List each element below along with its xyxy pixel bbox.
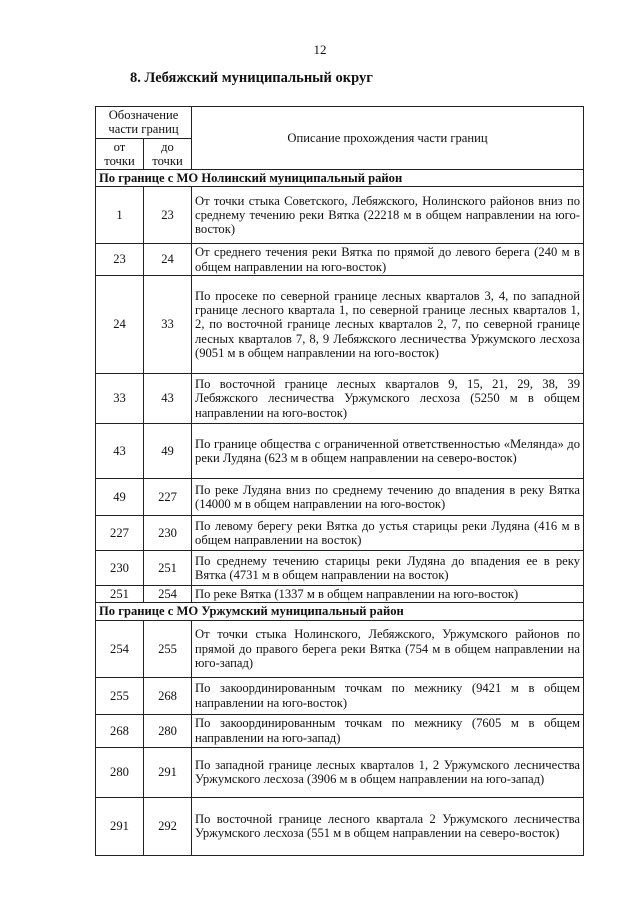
from-point-cell: 227 bbox=[96, 516, 144, 551]
description-cell: По закоординированным точкам по межнику (9421 м в общем направлении на юго-восток) bbox=[192, 677, 584, 714]
to-point-cell: 254 bbox=[144, 586, 192, 603]
to-point-cell: 23 bbox=[144, 187, 192, 244]
to-point-cell: 292 bbox=[144, 797, 192, 855]
to-point-cell: 230 bbox=[144, 516, 192, 551]
to-point-cell: 49 bbox=[144, 424, 192, 479]
description-cell: По восточной границе лесных кварталов 9, 15, 21, 29, 38, 39 Лебяжского лесничества Уржумского лесхоза (5250 м в общем направлении на юго-восток) bbox=[192, 374, 584, 424]
table-row bbox=[96, 516, 584, 551]
table-row bbox=[96, 677, 584, 714]
section-row bbox=[96, 169, 584, 186]
description-cell: По реке Лудяна вниз по среднему течению до впадения в реку Вятка (14000 м в общем направлении на юго-восток) bbox=[192, 479, 584, 516]
table-row bbox=[96, 797, 584, 855]
from-point-cell: 268 bbox=[96, 714, 144, 747]
boundary-table bbox=[95, 106, 584, 856]
description-cell: По границе общества с ограниченной ответственностью «Меляндa» до реки Лудяна (623 м в общем направлении на северо-восток) bbox=[192, 424, 584, 479]
from-point-cell: 251 bbox=[96, 586, 144, 603]
description-cell: От среднего течения реки Вятка по прямой до левого берега (240 м в общем направлении на юго-восток) bbox=[192, 244, 584, 276]
from-point-cell: 1 bbox=[96, 187, 144, 244]
description-cell: По восточной границе лесного квартала 2 Уржумского лесничества Уржумского лесхоза (551 м в общем направлении на северо-восток) bbox=[192, 797, 584, 855]
table-row bbox=[96, 747, 584, 797]
table-row bbox=[96, 714, 584, 747]
section-title-cell: По границе с МО Уржумский муниципальный район bbox=[96, 603, 584, 620]
table-row bbox=[96, 276, 584, 374]
section-title-cell: По границе с МО Нолинский муниципальный район bbox=[96, 169, 584, 186]
from-point-cell: 291 bbox=[96, 797, 144, 855]
table-row bbox=[96, 424, 584, 479]
from-point-cell: 280 bbox=[96, 747, 144, 797]
to-point-cell: 255 bbox=[144, 620, 192, 677]
table-row bbox=[96, 620, 584, 677]
description-cell: От точки стыка Нолинского, Лебяжского, Уржумского районов по прямой до правого берега реки Вятка (754 м в общем направлении на юго-запад) bbox=[192, 620, 584, 677]
table-row bbox=[96, 479, 584, 516]
description-cell: По левому берегу реки Вятка до устья старицы реки Лудяна (416 м в общем направлении на восток) bbox=[192, 516, 584, 551]
table-row bbox=[96, 374, 584, 424]
to-point-cell: 43 bbox=[144, 374, 192, 424]
from-point-cell: 255 bbox=[96, 677, 144, 714]
table-body bbox=[96, 169, 584, 855]
from-point-cell: 43 bbox=[96, 424, 144, 479]
header-to-point: до точки bbox=[144, 138, 192, 169]
description-cell: По закоординированным точкам по межнику (7605 м в общем направлении на юго-запад) bbox=[192, 714, 584, 747]
from-point-cell: 23 bbox=[96, 244, 144, 276]
from-point-cell: 254 bbox=[96, 620, 144, 677]
description-cell: По реке Вятка (1337 м в общем направлении на юго-восток) bbox=[192, 586, 584, 603]
table-row bbox=[96, 244, 584, 276]
section-title: 8. Лебяжский муниципальный округ bbox=[130, 70, 373, 86]
description-cell: От точки стыка Советского, Лебяжского, Нолинского районов вниз по среднему течению реки Вятка (22218 м в общем направлении на юго-восток) bbox=[192, 187, 584, 244]
from-point-cell: 24 bbox=[96, 276, 144, 374]
table-row bbox=[96, 586, 584, 603]
table-row bbox=[96, 551, 584, 586]
to-point-cell: 33 bbox=[144, 276, 192, 374]
header-description: Описание прохождения части границ bbox=[192, 107, 584, 170]
to-point-cell: 251 bbox=[144, 551, 192, 586]
from-point-cell: 230 bbox=[96, 551, 144, 586]
from-point-cell: 49 bbox=[96, 479, 144, 516]
from-point-cell: 33 bbox=[96, 374, 144, 424]
to-point-cell: 227 bbox=[144, 479, 192, 516]
header-boundary-part: Обозначение части границ bbox=[96, 107, 192, 139]
header-from-point: от точки bbox=[96, 138, 144, 169]
to-point-cell: 280 bbox=[144, 714, 192, 747]
to-point-cell: 291 bbox=[144, 747, 192, 797]
to-point-cell: 24 bbox=[144, 244, 192, 276]
description-cell: По западной границе лесных кварталов 1, 2 Уржумского лесничества Уржумского лесхоза (3906 м в общем направлении на юго-запад) bbox=[192, 747, 584, 797]
description-cell: По среднему течению старицы реки Лудяна до впадения ее в реку Вятка (4731 м в общем направлении на восток) bbox=[192, 551, 584, 586]
page-number: 12 bbox=[313, 42, 327, 57]
to-point-cell: 268 bbox=[144, 677, 192, 714]
description-cell: По просеке по северной границе лесных кварталов 3, 4, по западной границе лесного квартала 1, по северной границе лесных кварталов 1, 2, по восточной границе лесных кварталов 2, 7, по северной границе лесных кварталов 7, 8, 9 Лебяжского лесничества Уржумского лесхоза (9051 м в общем направлении на юго-восток) bbox=[192, 276, 584, 374]
section-row bbox=[96, 603, 584, 620]
table-row bbox=[96, 187, 584, 244]
